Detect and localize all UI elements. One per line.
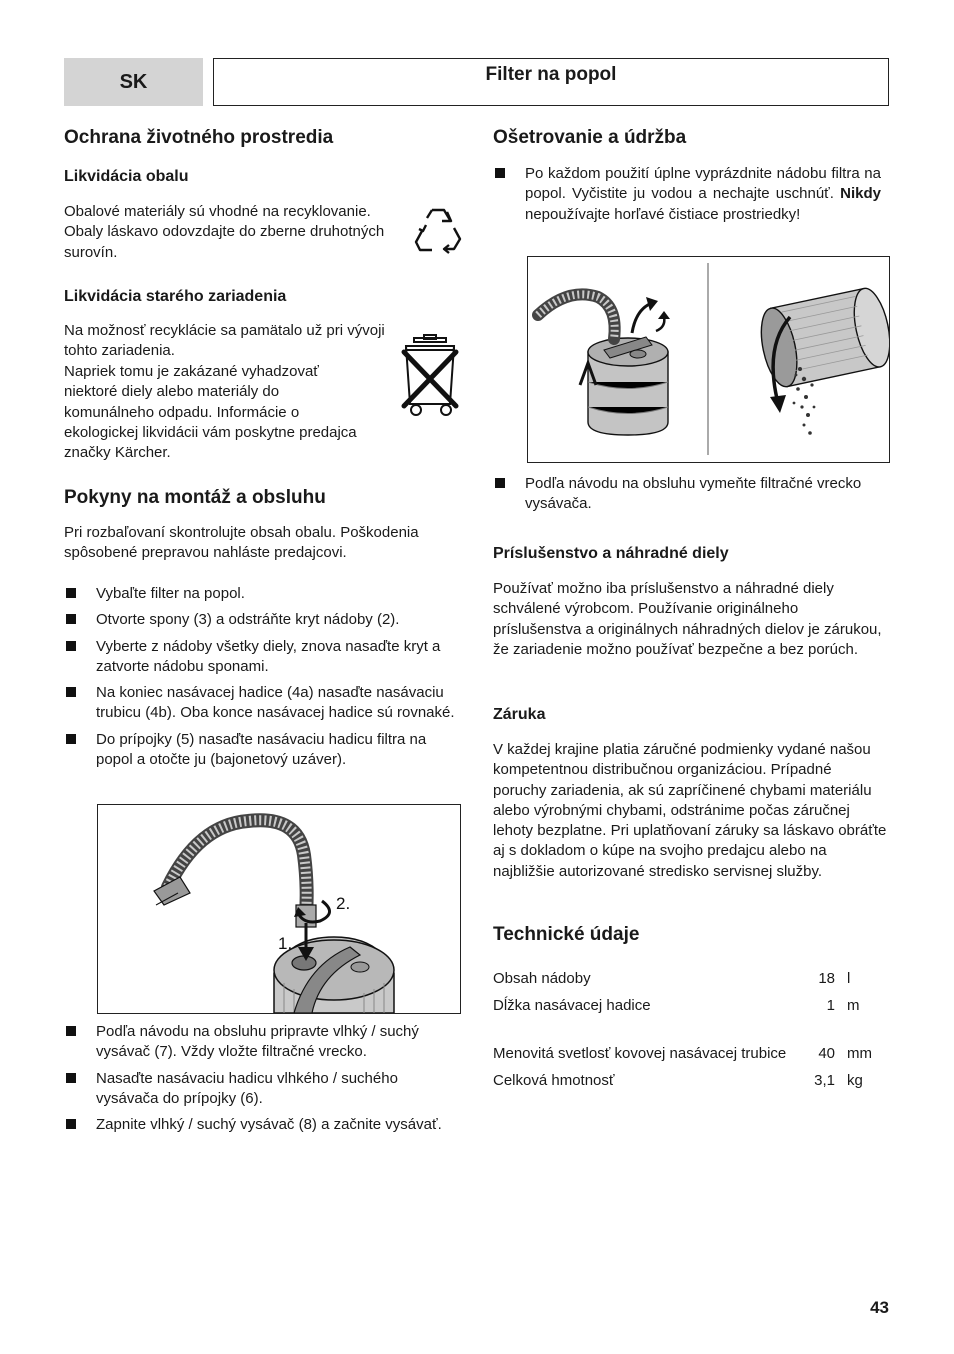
tech-unit: m	[847, 996, 860, 1014]
tech-unit: kg	[847, 1071, 863, 1089]
assembly-steps-after	[64, 1022, 456, 1135]
old-device-text-2: Napriek tomu je zakázané vyhadzovať niektoré diely alebo materiály do komunálneho odpadu. Informácie o ekologickej likvidácii vám poskytne predajca značky Kärcher.	[64, 363, 357, 462]
table-row	[493, 962, 883, 989]
crossed-out-bin-icon	[398, 334, 462, 420]
tech-label: Menovitá svetlosť kovovej nasávacej trubice	[493, 1044, 787, 1062]
care-item-1-text-end: nepoužívajte horľavé čistiace prostriedky!	[525, 205, 801, 223]
list-item: Na koniec nasávacej hadice (4a) nasaďte nasávaciu trubicu (4b). Oba konce nasávacej hadice sú rovnaké.	[64, 683, 456, 724]
list-item: Podľa návodu na obsluhu pripravte vlhký / suchý vysávač (7). Vždy vložte filtračné vrecko.	[64, 1022, 456, 1063]
tech-heading: Technické údaje	[493, 924, 640, 945]
care-item-1-text: Po každom použití úplne vyprázdnite nádobu filtra na popol. Vyčistite ju vodou a nechajte uschnúť.	[525, 165, 881, 203]
list-item: Do prípojky (5) nasaďte nasávaciu hadicu filtra na popol a otočte ju (bajonetový uzáver).	[64, 730, 456, 771]
tech-value: 1	[826, 996, 835, 1014]
packaging-text: Obalové materiály sú vhodné na recyklovanie. Obaly láskavo odovzdajte do zberne druhotných surovín.	[64, 203, 385, 261]
warranty-heading: Záruka	[493, 706, 546, 723]
warranty-text: V každej krajine platia záručné podmienky vydané našou kompetentnou distribučnou organizáciou. Prípadné poruchy zariadenia, ak sú zapríčinené chybami materiálu alebo výrobnými chybami, odstránime počas záručnej lehoty bezplatne. Pri uplatňovaní záruky sa láskavo obráťte aj s dokladom o kúpe na svojho predajcu alebo na najbližšie autorizované stredisko servisnej služby.	[493, 741, 887, 880]
emptying-container-illustration	[528, 257, 889, 462]
old-device-heading: Likvidácia starého zariadenia	[64, 288, 287, 305]
hose-connection-illustration	[98, 805, 460, 1013]
accessories-heading: Príslušenstvo a náhradné diely	[493, 545, 729, 562]
care-list	[493, 164, 881, 225]
recycle-icon	[412, 204, 464, 256]
list-item: Otvorte spony (3) a odstráňte kryt nádoby (2).	[64, 610, 456, 630]
page-title: Filter na popol	[485, 64, 617, 85]
tech-unit: l	[847, 969, 851, 987]
assembly-steps	[64, 584, 456, 770]
assembly-heading: Pokyny na montáž a obsluhu	[64, 487, 326, 508]
list-item: Podľa návodu na obsluhu vymeňte filtračné vrecko vysávača.	[493, 474, 881, 515]
tech-value: 3,1	[814, 1071, 835, 1089]
tech-table	[493, 962, 883, 1091]
assembly-intro: Pri rozbaľovaní skontrolujte obsah obalu. Poškodenia spôsobené prepravou nahláste predajcovi.	[64, 524, 419, 562]
list-item: Vybaľte filter na popol.	[64, 584, 456, 604]
tech-label: Dĺžka nasávacej hadice	[493, 996, 651, 1014]
list-item: Nasaďte nasávaciu hadicu vlhkého / suchého vysávača do prípojky (6).	[64, 1069, 456, 1110]
list-item	[493, 164, 881, 225]
list-item: Zapnite vlhký / suchý vysávač (8) a začnite vysávať.	[64, 1115, 456, 1135]
tech-unit: mm	[847, 1044, 872, 1062]
tech-label: Celková hmotnosť	[493, 1071, 615, 1089]
table-row	[493, 1064, 883, 1091]
care-list-2	[493, 474, 881, 515]
list-item: Vyberte z nádoby všetky diely, znova nasaďte kryt a zatvorte nádobu sponami.	[64, 637, 456, 678]
tech-value: 40	[818, 1044, 835, 1062]
table-row	[493, 1016, 883, 1064]
figure-label-step-2: 2.	[336, 894, 351, 913]
emptying-container-figure	[527, 256, 890, 463]
table-row	[493, 989, 883, 1016]
old-device-text-1: Na možnosť recyklácie sa pamätalo už pri vývoji tohto zariadenia.	[64, 322, 385, 360]
hose-connection-figure	[97, 804, 461, 1014]
page-number: 43	[870, 1298, 889, 1317]
tech-value: 18	[818, 969, 835, 987]
tech-label: Obsah nádoby	[493, 969, 591, 987]
page-title-box	[213, 58, 889, 106]
language-code: SK	[119, 70, 148, 93]
figure-label-step-1: 1.	[278, 934, 293, 953]
language-tab	[64, 58, 203, 106]
accessories-text: Používať možno iba príslušenstvo a náhradné diely schválené výrobcom. Používanie originálneho príslušenstva a originálnych náhradných dielov je zárukou, že zariadenie možno používať bezpečne a bez porúch.	[493, 580, 882, 658]
care-heading: Ošetrovanie a údržba	[493, 127, 687, 148]
packaging-heading: Likvidácia obalu	[64, 168, 189, 185]
care-item-1-emphasis: Nikdy	[840, 185, 881, 203]
env-heading: Ochrana životného prostredia	[64, 127, 334, 148]
